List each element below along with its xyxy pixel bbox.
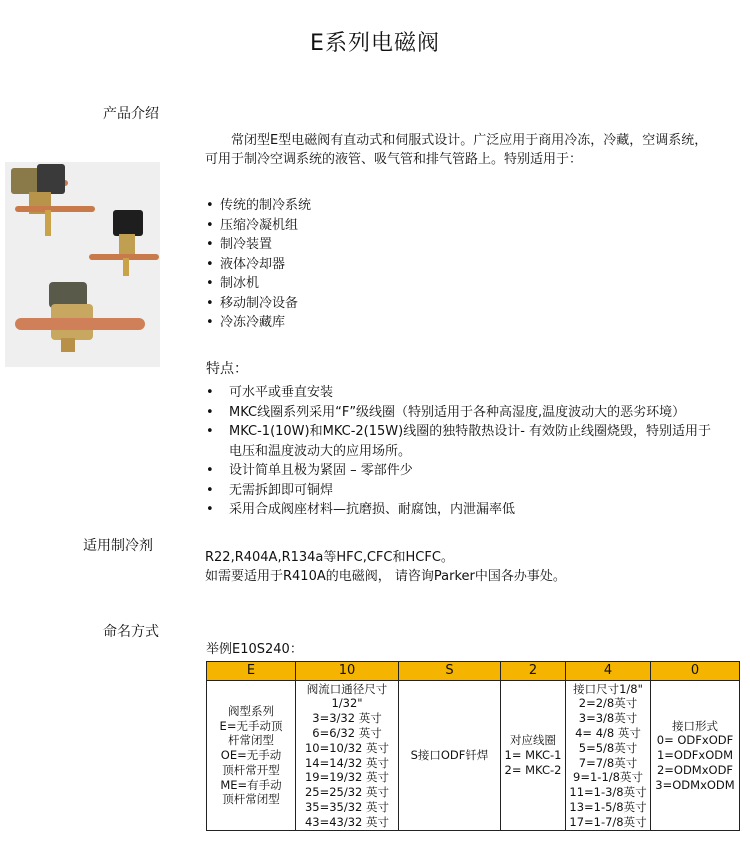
cell-line: 接口形式 <box>672 718 718 733</box>
cell-line: 35=35/32 英寸 <box>304 799 390 814</box>
cell-line: 7=7/8英寸 <box>578 755 638 770</box>
cell-line: 25=25/32 英寸 <box>304 785 390 800</box>
header-cell: E <box>207 662 296 681</box>
features-heading: 特点： <box>206 361 248 377</box>
cell-line: 1=ODFxODM <box>656 748 734 763</box>
table-row <box>207 681 740 831</box>
list-item: • 制冰机 <box>206 274 311 294</box>
cell-line: 2= MKC-2 <box>504 762 562 777</box>
cell-line: 6=6/32 英寸 <box>312 725 382 740</box>
cell-line: 顶杆常开型 <box>222 762 280 777</box>
cell-line: 0= ODFxODF <box>656 733 734 748</box>
intro-line-1: 常闭型E型电磁阀有直动式和伺服式设计。广泛应用于商用冷冻，冷藏，空调系统， <box>231 133 708 148</box>
header-cell: 10 <box>296 662 399 681</box>
continuation-text: 电压和温度波动大的应用场所。 <box>229 443 412 459</box>
cell-line: E=无手动顶 <box>219 718 283 733</box>
cell-line: 3=3/8英寸 <box>578 711 638 726</box>
naming-label: 命名方式 <box>103 624 159 640</box>
header-cell: 4 <box>566 662 651 681</box>
header-cell: S <box>399 662 501 681</box>
cell-valve-series <box>207 681 296 831</box>
cell-line: 3=3/32 英寸 <box>312 711 382 726</box>
list-item: • 传统的制冷系统 <box>206 196 311 216</box>
cell-line: 1= MKC-1 <box>504 748 562 763</box>
list-item-continuation <box>203 442 743 462</box>
cell-line: 13=1-5/8英寸 <box>569 799 647 814</box>
table-header-row <box>207 662 740 681</box>
cell-line: 2=ODMxODF <box>656 762 734 777</box>
intro-paragraph <box>205 131 745 169</box>
cell-line: OE=无手动 <box>220 748 282 763</box>
list-item: • MKC-1(10W)和MKC-2(15W)线圈的独特散热设计- 有效防止线圈烧毁，特别适用于 <box>203 422 743 442</box>
intro-label: 产品介绍 <box>103 106 159 122</box>
list-item: • 采用合成阀座材料—抗磨损、耐腐蚀，内泄漏率低 <box>203 500 743 520</box>
refrigerants-label: 适用制冷剂 <box>83 538 153 554</box>
cell-line: 43=43/32 英寸 <box>304 814 390 829</box>
cell-line: 2=2/8英寸 <box>578 696 638 711</box>
solenoid-valve-image <box>5 162 160 367</box>
cell-connection-form <box>651 681 740 831</box>
list-item: • 设计简单且极为紧固 – 零部件少 <box>203 461 743 481</box>
list-item: • 移动制冷设备 <box>206 294 311 314</box>
page-title: E系列电磁阀 <box>310 31 440 56</box>
cell-connection-size <box>566 681 651 831</box>
applications-list <box>206 196 311 333</box>
cell-line: ME=有手动 <box>220 777 282 792</box>
list-item: • 压缩冷凝机组 <box>206 216 311 236</box>
refrigerants-line-2: 如需要适用于R410A的电磁阀， 请咨询Parker中国各办事处。 <box>205 569 566 584</box>
list-item: • 无需拆卸即可铜焊 <box>203 481 743 501</box>
naming-example: 举例E10S240： <box>206 642 303 657</box>
product-photo <box>5 162 160 367</box>
cell-line: 14=14/32 英寸 <box>304 755 390 770</box>
cell-line: 阀型系列 <box>228 703 274 718</box>
cell-line: 顶杆常闭型 <box>222 792 280 807</box>
intro-line-2: 可用于制冷空调系统的液管、吸气管和排气管路上。特别适用于： <box>205 152 583 167</box>
cell-line: 10=10/32 英寸 <box>304 740 390 755</box>
header-cell: 0 <box>651 662 740 681</box>
cell-port-size <box>296 681 399 831</box>
cell-line: 5=5/8英寸 <box>578 740 638 755</box>
cell-line: 对应线圈 <box>510 733 556 748</box>
list-item: • 可水平或垂直安装 <box>203 383 743 403</box>
list-item: • 制冷装置 <box>206 235 311 255</box>
naming-table <box>206 661 740 831</box>
cell-line: 3=ODMxODM <box>655 777 735 792</box>
cell-coil <box>501 681 566 831</box>
features-list <box>203 383 743 520</box>
cell-line: 17=1-7/8英寸 <box>569 814 647 829</box>
header-cell: 2 <box>501 662 566 681</box>
cell-line: 19=19/32 英寸 <box>304 770 390 785</box>
cell-line: 11=1-3/8英寸 <box>569 785 647 800</box>
cell-line: 1/32" <box>331 696 363 711</box>
cell-line: S接口ODF钎焊 <box>410 748 489 763</box>
cell-line: 4= 4/8 英寸 <box>575 725 641 740</box>
refrigerants-line-1: R22,R404A,R134a等HFC,CFC和HCFC。 <box>205 550 454 565</box>
cell-connection-type <box>399 681 501 831</box>
cell-line: 9=1-1/8英寸 <box>573 770 643 785</box>
list-item: • 液体冷却器 <box>206 255 311 275</box>
list-item: • MKC线圈系列采用“F”级线圈（特别适用于各种高湿度,温度波动大的恶劣环境） <box>203 403 743 423</box>
cell-line: 杆常闭型 <box>228 733 274 748</box>
cell-line: 接口尺寸1/8" <box>573 681 643 696</box>
cell-line: 阀流口通径尺寸 <box>306 681 388 696</box>
list-item: • 冷冻冷藏库 <box>206 313 311 333</box>
refrigerants-text <box>205 548 566 586</box>
